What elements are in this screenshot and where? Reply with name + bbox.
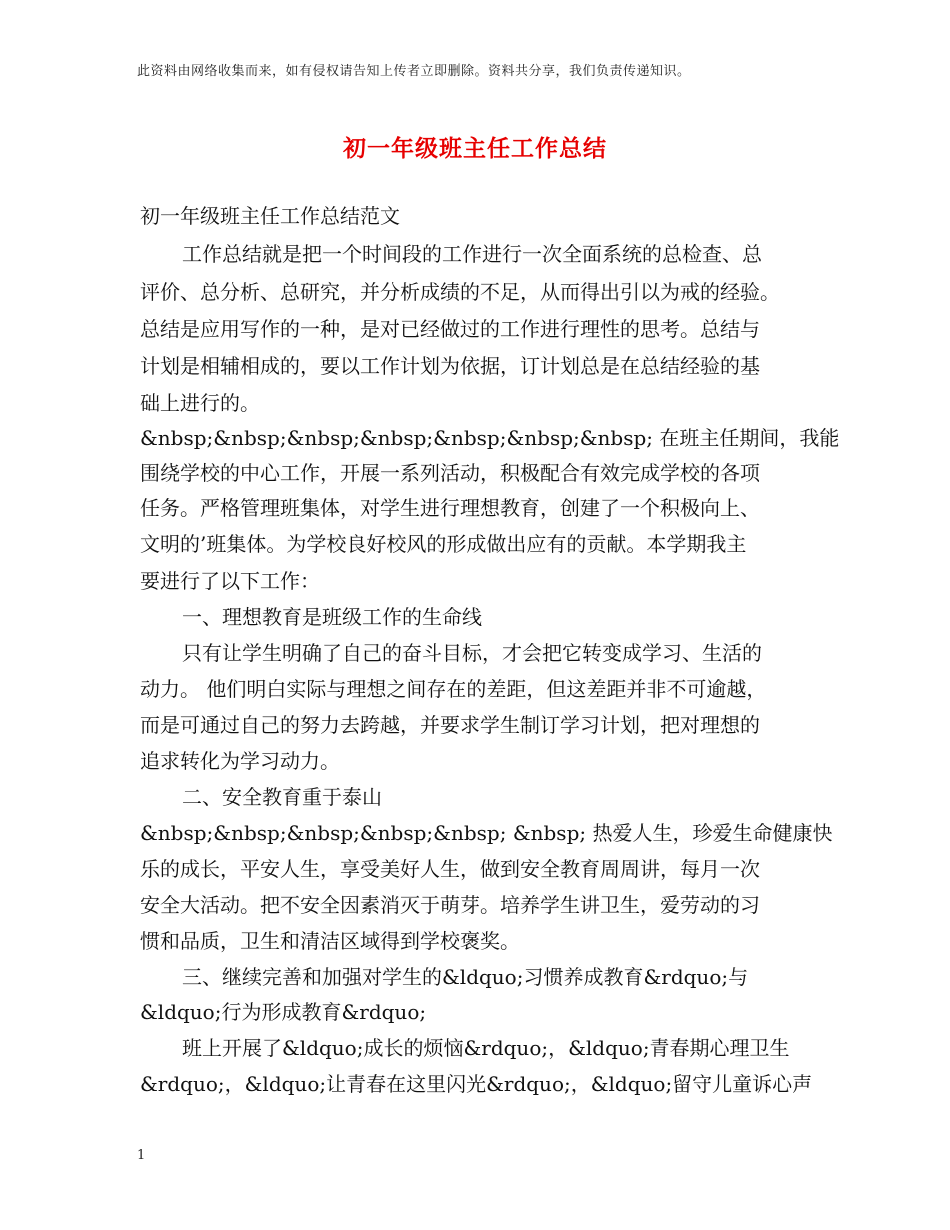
header-disclaimer: 此资料由网络收集而来，如有侵权请告知上传者立即删除。资料共分享，我们负责传递知识。 — [137, 64, 691, 79]
body-line: 只有让学生明确了自己的奋斗目标，才会把它转变成学习、生活的 — [182, 641, 762, 665]
body-line: &nbsp;&nbsp;&nbsp;&nbsp;&nbsp; &nbsp; 热爱人生，珍爱生命健康快 — [140, 821, 833, 845]
body-line: 追求转化为学习动力。 — [140, 749, 340, 773]
body-line: 而是可通过自己的努力去跨越，并要求学生制订学习计划，把对理想的 — [140, 713, 760, 737]
body-line: 班上开展了&ldquo;成长的烦恼&rdquo;，&ldquo;青春期心理卫生 — [182, 1036, 790, 1060]
page-number: 1 — [137, 1148, 146, 1163]
section-heading: 三、继续完善和加强对学生的&ldquo;习惯养成教育&rdquo;与 — [182, 965, 749, 989]
body-line: 要进行了以下工作： — [140, 569, 320, 593]
body-line: 工作总结就是把一个时间段的工作进行一次全面系统的总检查、总 — [182, 242, 762, 266]
section-heading: 一、理想教育是班级工作的生命线 — [182, 605, 482, 629]
body-line: &rdquo;，&ldquo;让青春在这里闪光&rdquo;，&ldquo;留守儿童诉心声 — [140, 1072, 813, 1096]
body-line: 动力。 他们明白实际与理想之间存在的差距，但这差距并非不可逾越， — [140, 677, 767, 701]
body-line: &nbsp;&nbsp;&nbsp;&nbsp;&nbsp;&nbsp;&nbsp; 在班主任期间，我能 — [140, 426, 840, 450]
body-line: 础上进行的。 — [140, 391, 260, 415]
body-line: 惯和品质，卫生和清洁区域得到学校褒奖。 — [140, 929, 520, 953]
body-line: 围绕学校的中心工作，开展一系列活动，积极配合有效完成学校的各项 — [140, 461, 760, 485]
body-line: 评价、总分析、总研究，并分析成绩的不足，从而得出引以为戒的经验。 — [140, 280, 780, 304]
document-title: 初一年级班主任工作总结 — [343, 135, 607, 162]
body-line: 文明的’班集体。为学校良好校风的形成做出应有的贡献。本学期我主 — [140, 532, 747, 556]
body-line: 总结是应用写作的一种，是对已经做过的工作进行理性的思考。总结与 — [140, 317, 760, 341]
body-line: 任务。严格管理班集体，对学生进行理想教育，创建了一个积极向上、 — [140, 496, 760, 520]
body-line: 安全大活动。把不安全因素消灭于萌芽。培养学生讲卫生，爱劳动的习 — [140, 893, 760, 917]
section-heading: 二、安全教育重于泰山 — [182, 785, 382, 809]
section-heading-continued: &ldquo;行为形成教育&rdquo; — [140, 1000, 427, 1024]
subtitle-line: 初一年级班主任工作总结范文 — [140, 204, 400, 228]
body-line: 计划是相辅相成的，要以工作计划为依据，订计划总是在总结经验的基 — [140, 354, 760, 378]
body-line: 乐的成长，平安人生，享受美好人生，做到安全教育周周讲，每月一次 — [140, 857, 760, 881]
